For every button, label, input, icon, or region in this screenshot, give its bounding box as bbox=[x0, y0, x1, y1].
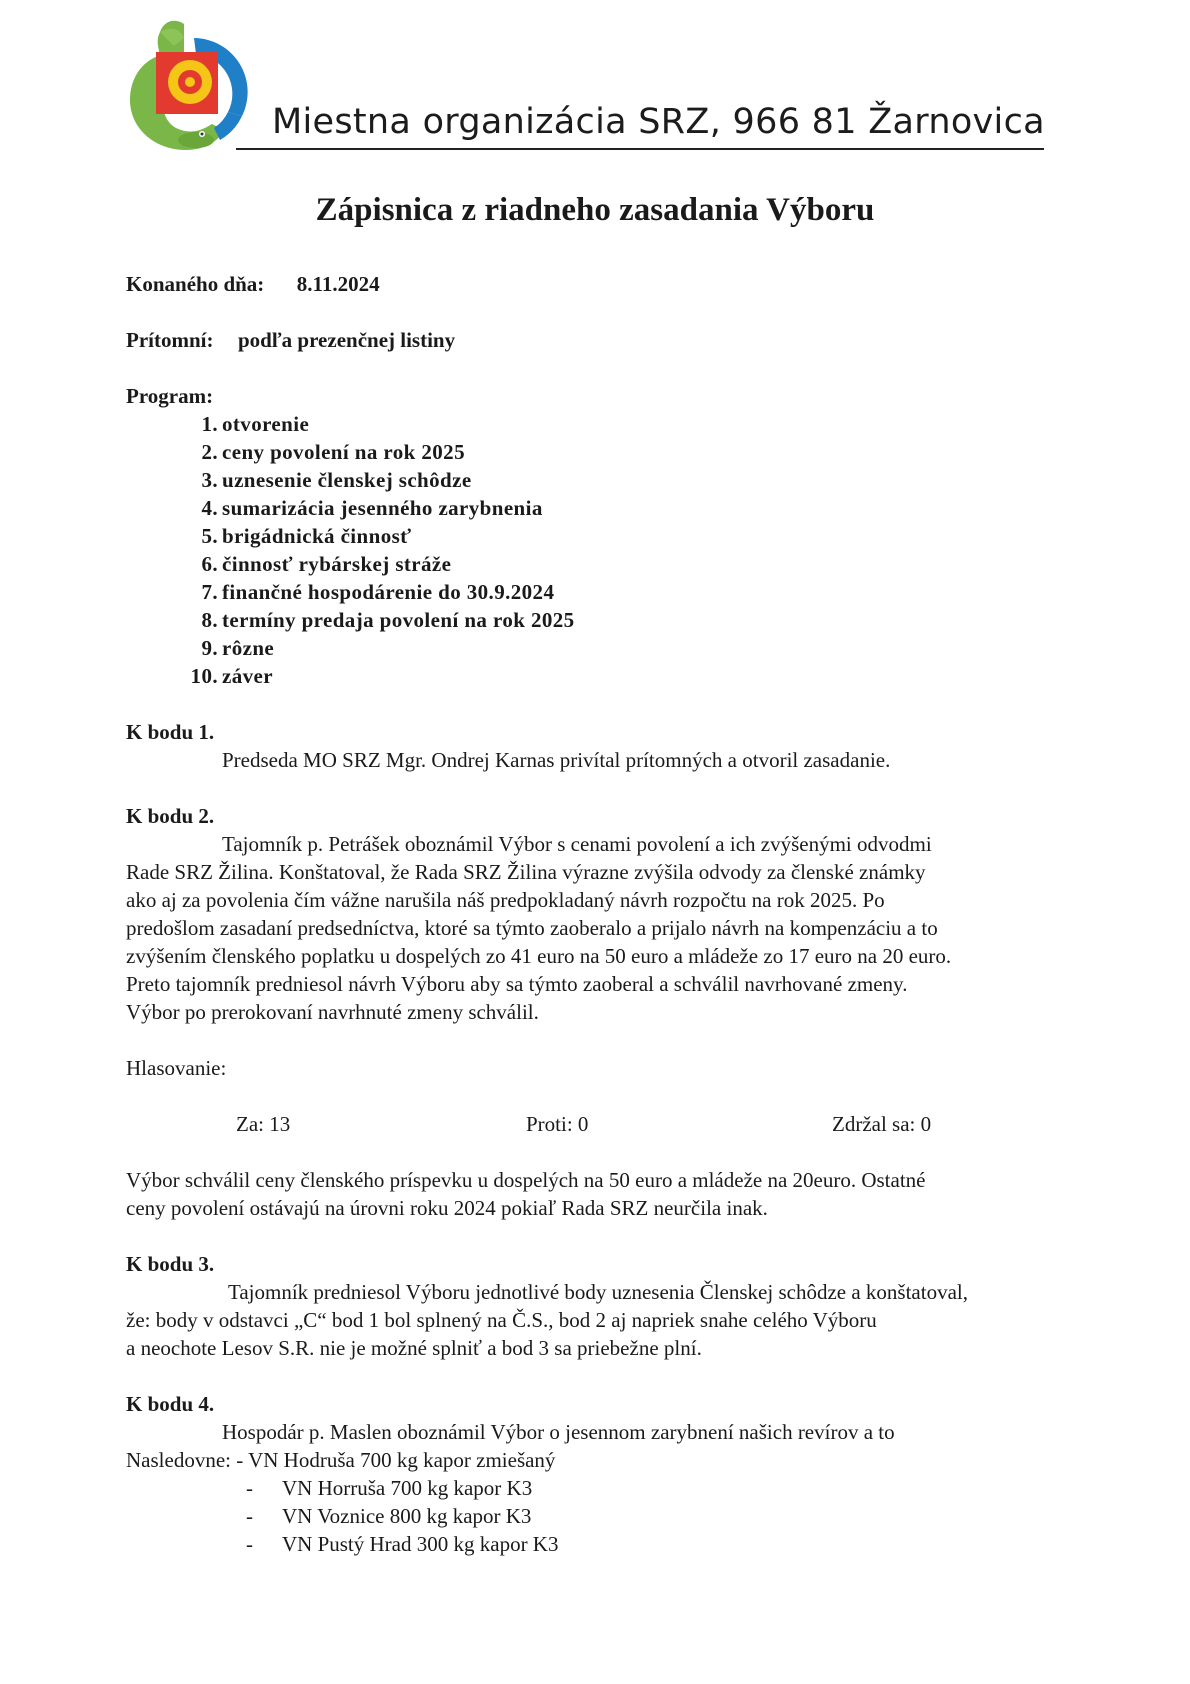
program-item: 5. brigádnická činnosť bbox=[201, 524, 412, 548]
program-list bbox=[126, 410, 1086, 690]
program-item: 8. termíny predaja povolení na rok 2025 bbox=[201, 608, 575, 632]
paragraph-line: Preto tajomník predniesol návrh Výboru aby sa týmto zaoberal a schválil navrhované zmeny. bbox=[126, 972, 908, 996]
stocking-list bbox=[126, 1474, 1086, 1558]
point-2-heading: K bodu 2. bbox=[126, 804, 215, 828]
point-1-heading: K bodu 1. bbox=[126, 720, 215, 744]
meeting-date-row bbox=[126, 270, 1086, 298]
vote-against: Proti: 0 bbox=[526, 1112, 589, 1136]
attendees-row bbox=[126, 326, 1086, 354]
paragraph-line: ako aj za povolenia čím vážne narušila náš predpokladaný návrh rozpočtu na rok 2025. Po bbox=[126, 888, 885, 912]
program-item: 4. sumarizácia jesenného zarybnenia bbox=[201, 496, 543, 520]
paragraph-line: zvýšením členského poplatku u dospelých zo 41 euro na 50 euro a mládeže zo 17 euro na 20 euro. bbox=[126, 944, 952, 968]
paragraph-line: Rade SRZ Žilina. Konštatoval, že Rada SRZ Žilina výrazne zvýšila odvody za členské známky bbox=[126, 860, 926, 884]
program-item: 2. ceny povolení na rok 2025 bbox=[201, 440, 465, 464]
organization-name: Miestna organizácia SRZ, 966 81 Žarnovica bbox=[272, 102, 1045, 142]
paragraph-line: a neochote Lesov S.R. nie je možné splniť a bod 3 sa priebežne plní. bbox=[126, 1336, 702, 1360]
program-item: 10. záver bbox=[190, 664, 273, 688]
vote-label: Hlasovanie: bbox=[126, 1056, 227, 1080]
vote-abstain: Zdržal sa: 0 bbox=[832, 1112, 932, 1136]
program-label: Program: bbox=[126, 384, 214, 408]
list-item: - VN Horruša 700 kg kapor K3 bbox=[246, 1476, 533, 1500]
letterhead bbox=[124, 16, 1044, 156]
result-line: ceny povolení ostávajú na úrovni roku 2024 pokiaľ Rada SRZ neurčila inak. bbox=[126, 1196, 768, 1220]
srz-fish-logo-icon bbox=[124, 16, 264, 156]
point-4-heading: K bodu 4. bbox=[126, 1392, 215, 1416]
point-3-heading: K bodu 3. bbox=[126, 1252, 215, 1276]
document-title: Zápisnica z riadneho zasadania Výboru bbox=[315, 192, 875, 228]
paragraph-line: že: body v odstavci „C“ bod 1 bol splnený na Č.S., bod 2 aj napriek snahe celého Výboru bbox=[126, 1308, 877, 1332]
attendees-value: podľa prezenčnej listiny bbox=[237, 328, 456, 352]
paragraph-line: Tajomník p. Petrášek oboznámil Výbor s cenami povolení a ich zvýšenými odvodmi bbox=[222, 832, 932, 856]
list-item: - VN Pustý Hrad 300 kg kapor K3 bbox=[246, 1532, 559, 1556]
program-item: 9. rôzne bbox=[201, 636, 275, 660]
result-line: Výbor schválil ceny členského príspevku u dospelých na 50 euro a mládeže na 20euro. Ostatné bbox=[126, 1168, 926, 1192]
header-divider bbox=[236, 148, 1044, 150]
program-item: 7. finančné hospodárenie do 30.9.2024 bbox=[201, 580, 555, 604]
program-item: 3. uznesenie členskej schôdze bbox=[201, 468, 472, 492]
point-4-intro: Hospodár p. Maslen oboznámil Výbor o jesennom zarybnení našich revírov a to bbox=[222, 1420, 895, 1444]
program-item: 6. činnosť rybárskej stráže bbox=[201, 552, 452, 576]
paragraph-line: Tajomník predniesol Výboru jednotlivé body uznesenia Členskej schôdze a konštatoval, bbox=[228, 1280, 968, 1304]
point-2-paragraph bbox=[126, 830, 1086, 1026]
point-1-text: Predseda MO SRZ Mgr. Ondrej Karnas privítal prítomných a otvoril zasadanie. bbox=[222, 748, 891, 772]
document-body bbox=[126, 270, 1086, 1558]
vote-for: Za: 13 bbox=[236, 1112, 291, 1136]
paragraph-line: predošlom zasadaní predsedníctva, ktoré sa týmto zaoberalo a prijalo návrh na kompenzáciu a to bbox=[126, 916, 938, 940]
paragraph-line: Výbor po prerokovaní navrhnuté zmeny schválil. bbox=[126, 1000, 539, 1024]
program-item: 1. otvorenie bbox=[201, 412, 310, 436]
attendees-label: Prítomní: bbox=[126, 328, 214, 352]
list-item: - VN Voznice 800 kg kapor K3 bbox=[246, 1504, 532, 1528]
point-4-lead: Nasledovne: - VN Hodruša 700 kg kapor zmiešaný bbox=[126, 1448, 556, 1472]
vote-results bbox=[126, 1110, 1086, 1138]
meeting-date-label: Konaného dňa: bbox=[126, 272, 265, 296]
meeting-date-value: 8.11.2024 bbox=[296, 272, 380, 296]
